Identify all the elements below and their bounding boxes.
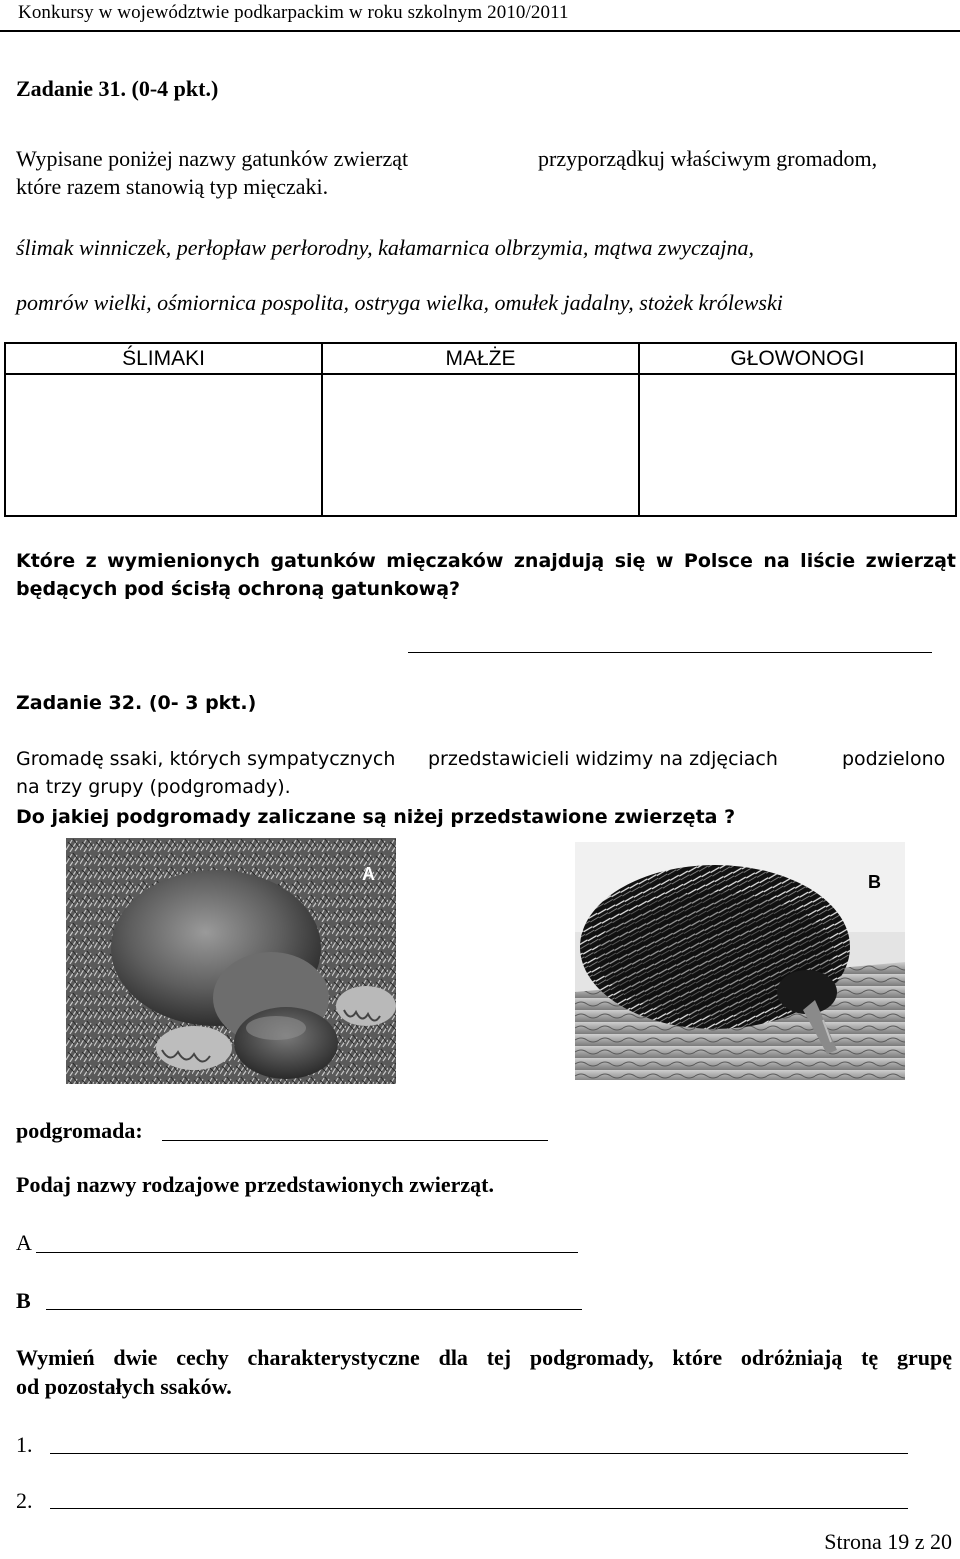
protection-question-line2: będących pod ścisłą ochroną gatunkową?: [16, 578, 461, 600]
answer-cell-cephalopods[interactable]: [639, 374, 956, 516]
task-32-intro-mid: przedstawicieli widzimy na zdjęciach: [428, 748, 778, 770]
header-cephalopods: GŁOWONOGI: [639, 343, 956, 374]
echidna-photo: [575, 842, 905, 1080]
trait-2-label: 2.: [16, 1488, 33, 1513]
answer-a-line[interactable]: [36, 1252, 578, 1253]
task-31-instruction-left: Wypisane poniżej nazwy gatunków zwierząt: [16, 146, 409, 171]
task-32-intro-line2: na trzy grupy (podgromady).: [16, 776, 291, 798]
species-list-line1: ślimak winniczek, perłopław perłorodny, kałamarnica olbrzymia, mątwa zwyczajna,: [16, 235, 754, 260]
answer-cell-bivalves[interactable]: [322, 374, 639, 516]
task-32-question: Do jakiej podgromady zaliczane są niżej przedstawione zwierzęta ?: [16, 806, 736, 828]
answer-b-line[interactable]: [46, 1309, 582, 1310]
task-32-title: Zadanie 32. (0- 3 pkt.): [16, 692, 257, 714]
protection-question-line1: Które z wymienionych gatunków mięczaków znajdują się w Polsce na liście zwierząt: [16, 550, 956, 572]
subclass-answer-line[interactable]: [162, 1140, 548, 1141]
trait-1-label: 1.: [16, 1432, 33, 1457]
genus-prompt: Podaj nazwy rodzajowe przedstawionych zwierząt.: [16, 1172, 495, 1197]
page-footer: [824, 1529, 952, 1555]
trait-1-line[interactable]: [50, 1453, 908, 1454]
mollusc-groups-table: [4, 342, 957, 517]
footer-page-number: 19: [887, 1529, 910, 1554]
answer-b-label: B: [16, 1288, 31, 1313]
traits-question-line1: Wymień dwie cechy charakterystyczne dla tej podgromady, które odróżniają tę grupę: [16, 1345, 952, 1370]
header-snails: ŚLIMAKI: [5, 343, 322, 374]
task-32-intro-left: Gromadę ssaki, których sympatycznych: [16, 748, 396, 770]
platypus-photo: [66, 838, 396, 1084]
page-header: Konkursy w województwie podkarpackim w roku szkolnym 2010/2011: [18, 2, 569, 23]
footer-total-pages: 20: [930, 1529, 952, 1554]
photo-a-label: A: [362, 864, 375, 884]
task-31-instruction-line2: które razem stanowią typ mięczaki.: [16, 174, 329, 199]
footer-prefix: Strona: [824, 1529, 888, 1554]
task-31-instruction-right: przyporządkuj właściwym gromadom,: [538, 146, 878, 171]
task-31-title: Zadanie 31. (0-4 pkt.): [16, 76, 219, 101]
species-list-line2: pomrów wielki, ośmiornica pospolita, ostryga wielka, omułek jadalny, stożek królewski: [16, 290, 783, 315]
footer-middle: z: [909, 1529, 930, 1554]
traits-question-line2: od pozostałych ssaków.: [16, 1374, 232, 1399]
trait-2-line[interactable]: [50, 1508, 908, 1509]
photo-b-label: B: [868, 872, 881, 892]
task-32-intro-right: podzielono: [842, 748, 946, 770]
answer-a-label: A: [16, 1230, 32, 1255]
header-rule: [0, 30, 960, 32]
header-bivalves: MAŁŻE: [322, 343, 639, 374]
protection-answer-line[interactable]: [408, 652, 932, 653]
answer-cell-snails[interactable]: [5, 374, 322, 516]
subclass-label: podgromada:: [16, 1118, 143, 1143]
